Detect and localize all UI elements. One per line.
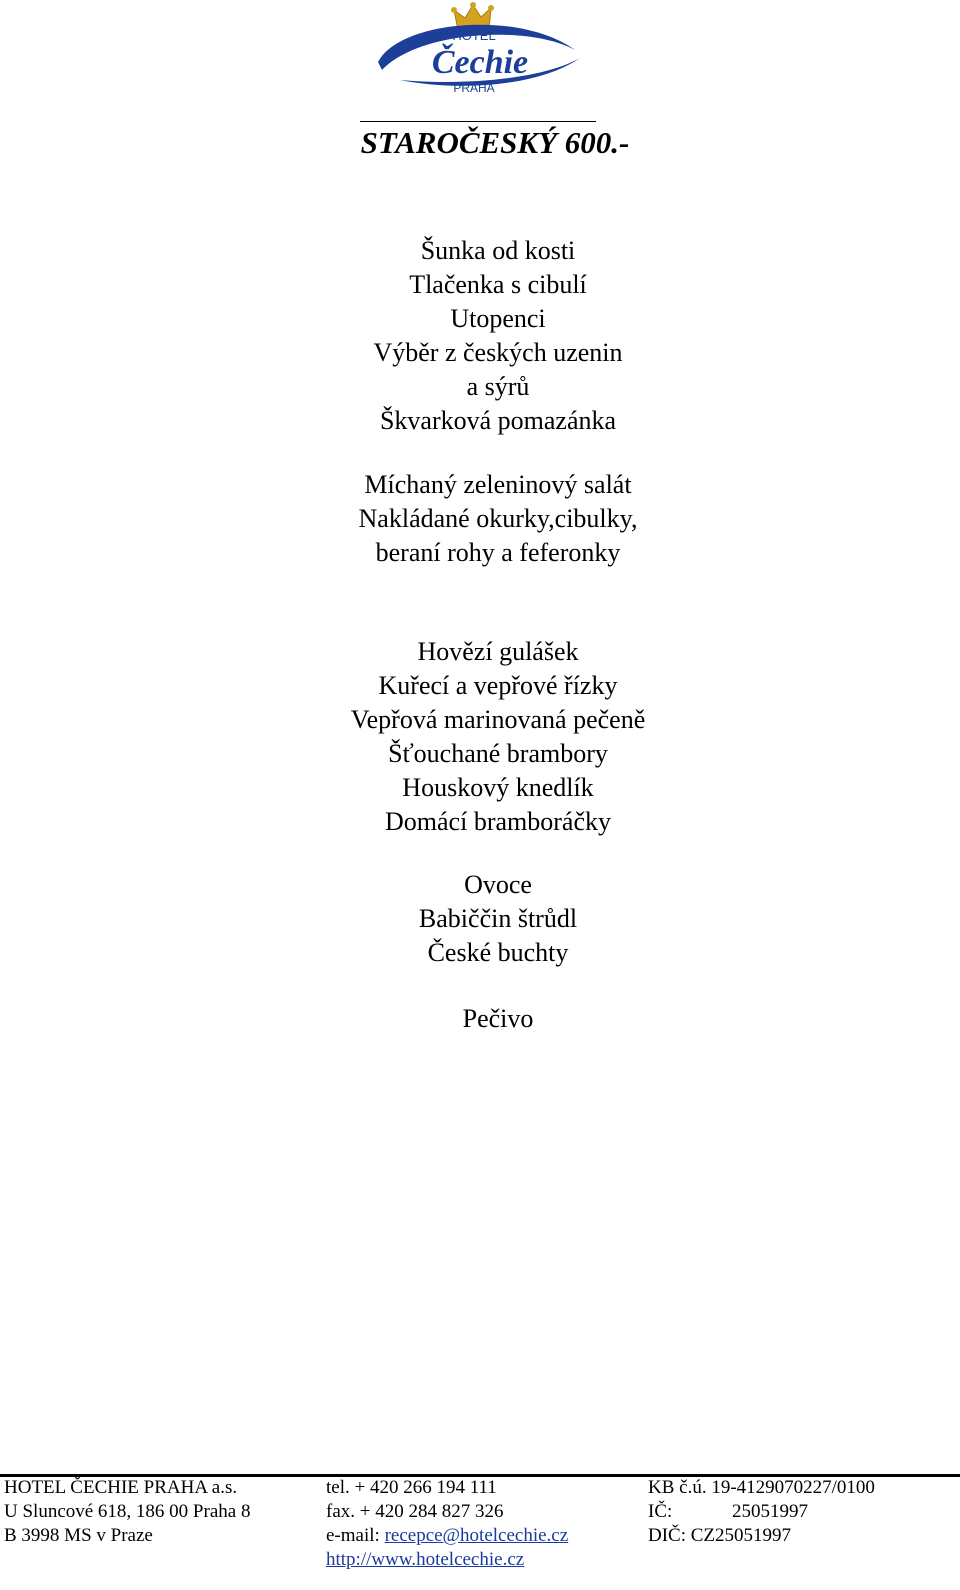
footer-email-label: e-mail: (326, 1525, 385, 1546)
footer-company-column (4, 1476, 250, 1548)
footer-ic-line (648, 1500, 875, 1524)
menu-group-bakery (0, 1002, 960, 1036)
menu-item: Šťouchané brambory (388, 739, 608, 768)
hotel-logo (370, 0, 590, 100)
menu-item: beraní rohy a feferonky (375, 538, 621, 567)
menu-item: Vepřová marinovaná pečeně (350, 705, 646, 734)
menu-title: STAROČESKÝ 600.- (360, 125, 630, 160)
footer-ic-label: IČ: (648, 1501, 673, 1522)
menu-item: Houskový knedlík (402, 773, 594, 802)
footer-bank: KB č.ú. 19-4129070227/0100 (648, 1477, 875, 1498)
menu-item: Nakládané okurky,cibulky, (358, 504, 638, 533)
footer-contact-column (326, 1476, 568, 1572)
menu-item: Babiččin štrůdl (418, 904, 578, 933)
menu-item: Domácí bramboráčky (385, 807, 611, 836)
menu-group-salads (0, 468, 960, 570)
menu-item: a sýrů (466, 372, 530, 401)
logo-main-text: Čechie (431, 44, 529, 81)
menu-item: Škvarková pomazánka (379, 406, 617, 435)
title-rule (360, 121, 596, 122)
footer-dic: DIČ: CZ25051997 (648, 1525, 792, 1546)
footer-registry: B 3998 MS v Praze (4, 1525, 153, 1546)
menu-group-desserts (0, 868, 960, 970)
footer-fax: fax. + 420 284 827 326 (326, 1501, 504, 1522)
footer-email-line (326, 1524, 568, 1548)
menu-item: České buchty (427, 938, 569, 967)
menu-item: Kuřecí a vepřové řízky (378, 671, 618, 700)
hotel-logo-graphic (370, 0, 590, 100)
menu-group-cold (0, 234, 960, 438)
footer-address: U Sluncové 618, 186 00 Praha 8 (4, 1501, 251, 1522)
menu-item: Ovoce (464, 870, 532, 899)
menu-group-mains (0, 635, 960, 839)
footer-email-link[interactable]: recepce@hotelcechie.cz (384, 1525, 569, 1546)
menu-item: Míchaný zeleninový salát (364, 470, 632, 499)
menu-item: Tlačenka s cibulí (409, 270, 587, 299)
menu-item: Utopenci (450, 304, 546, 333)
menu-item: Hovězí gulášek (417, 637, 579, 666)
footer-ic-value: 25051997 (732, 1501, 808, 1522)
menu-item: Pečivo (462, 1004, 534, 1033)
footer-bank-column (648, 1476, 875, 1548)
footer-tel: tel. + 420 266 194 111 (326, 1477, 497, 1498)
logo-bottom-text: PRAHA (453, 81, 495, 95)
menu-item: Výběr z českých uzenin (373, 338, 623, 367)
logo-top-text: HOTEL (452, 28, 496, 43)
menu-item: Šunka od kosti (420, 236, 576, 265)
footer-web-link[interactable]: http://www.hotelcechie.cz (326, 1549, 525, 1570)
footer-company-name: HOTEL ČECHIE PRAHA a.s. (4, 1477, 238, 1498)
